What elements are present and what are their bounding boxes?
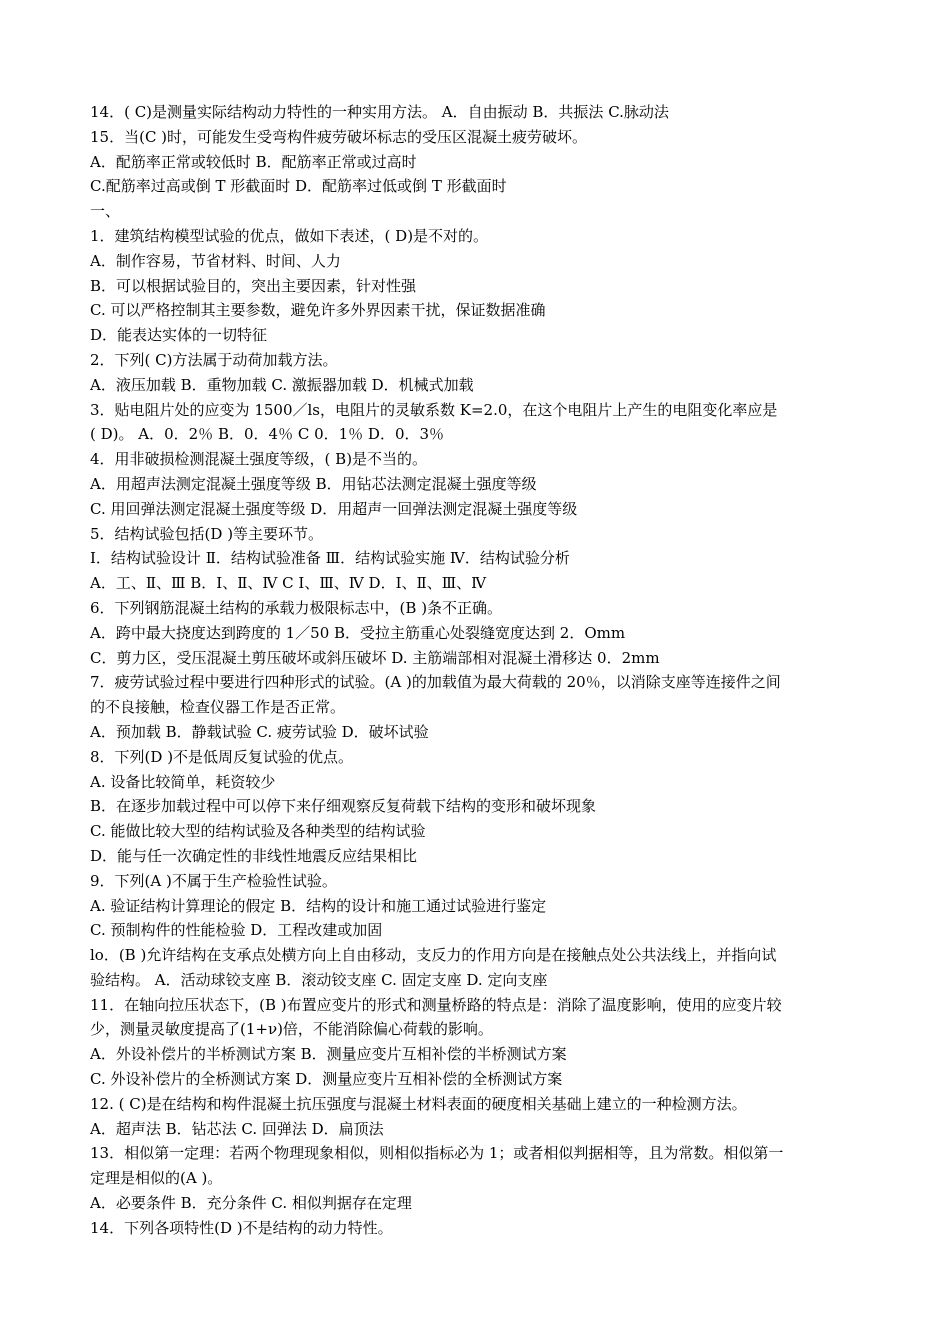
text-line: A. 设备比较简单，耗资较少 xyxy=(90,772,276,791)
text-line: 3．贴电阻片处的应变为 1500／ls，电阻片的灵敏系数 K=2.0，在这个电阻片上产生的电阻变化率应是 xyxy=(90,400,778,419)
text-line: lo．(B )允许结构在支承点处横方向上自由移动，支反力的作用方向是在接触点处公共法线上，并指向试 xyxy=(90,946,777,965)
text-line: D．能与任一次确定性的非线性地震反应结果相比 xyxy=(90,846,418,865)
text-line: B．在逐步加载过程中可以停下来仔细观察反复荷载下结构的变形和破坏现象 xyxy=(90,797,597,816)
text-line: A．液压加载 B．重物加载 C. 激振器加载 D．机械式加载 xyxy=(90,375,474,394)
text-line: C. 能做比较大型的结构试验及各种类型的结构试验 xyxy=(90,822,426,841)
text-line: 11．在轴向拉压状态下，(B )布置应变片的形式和测量桥路的特点是：消除了温度影响，使用的应变片较 xyxy=(90,995,782,1014)
text-line: C. 用回弹法测定混凝土强度等级 D．用超声一回弹法测定混凝土强度等级 xyxy=(90,499,578,518)
text-line: A．超声法 B．钻芯法 C. 回弹法 D．扁顶法 xyxy=(90,1119,384,1138)
text-line: ( D)。 A．0．2％ B．0．4％ C 0．1％ D．0．3％ xyxy=(90,425,445,444)
text-line: 6．下列钢筋混凝土结构的承载力极限标志中，(B )条不正确。 xyxy=(90,598,503,617)
text-line: C. 可以严格控制其主要参数，避免许多外界因素干扰，保证数据准确 xyxy=(90,301,546,320)
text-line: 2．下列( C)方法属于动荷加载方法。 xyxy=(90,350,338,369)
text-line: 验结构。 A．活动球铰支座 B．滚动铰支座 C. 固定支座 D. 定向支座 xyxy=(90,970,548,989)
text-line: A．跨中最大挠度达到跨度的 1／50 B．受拉主筋重心处裂缝宽度达到 2．Omm xyxy=(90,623,626,642)
text-line: 1．建筑结构模型试验的优点，做如下表述，( D)是不对的。 xyxy=(90,226,489,245)
text-line: A．预加载 B．静载试验 C. 疲劳试验 D．破坏试验 xyxy=(90,722,429,741)
text-line: 8．下列(D )不是低周反复试验的优点。 xyxy=(90,747,354,766)
text-line: 一、 xyxy=(90,202,121,221)
text-line: B．可以根据试验目的，突出主要因素，针对性强 xyxy=(90,276,417,295)
text-line: C. 外设补偿片的全桥测试方案 D．测量应变片互相补偿的全桥测试方案 xyxy=(90,1070,563,1089)
text-line: 定理是相似的(A )。 xyxy=(90,1169,223,1188)
text-line: C.配筋率过高或倒 T 形截面时 D．配筋率过低或倒 T 形截面时 xyxy=(90,177,507,196)
text-line: 5．结构试验包括(D )等主要环节。 xyxy=(90,524,324,543)
text-line: 15．当(C )时，可能发生受弯构件疲劳破坏标志的受压区混凝土疲劳破坏。 xyxy=(90,127,588,146)
text-line: C. 预制构件的性能检验 D．工程改建或加固 xyxy=(90,921,383,940)
text-line: 12. ( C)是在结构和构件混凝土抗压强度与混凝土材料表面的硬度相关基础上建立的一种检测方法。 xyxy=(90,1094,747,1113)
text-line: 少，测量灵敏度提高了(1+ν)倍，不能消除偏心荷载的影响。 xyxy=(90,1020,493,1039)
text-line: 14．( C)是测量实际结构动力特性的一种实用方法。 A．自由振动 B．共振法 C.脉动法 xyxy=(90,103,669,121)
text-line: 4．用非破损检测混凝土强度等级，( B)是不当的。 xyxy=(90,450,428,469)
text-line: 的不良接触，检查仪器工作是否正常。 xyxy=(90,698,346,717)
text-line: 7．疲劳试验过程中要进行四种形式的试验。(A )的加载值为最大荷载的 20％，以消除支座等连接件之间 xyxy=(90,673,781,692)
text-line: A．用超声法测定混凝土强度等级 B．用钻芯法测定混凝土强度等级 xyxy=(90,474,537,493)
text-line: A. 验证结构计算理论的假定 B．结构的设计和施工通过试验进行鉴定 xyxy=(90,896,547,915)
document-body xyxy=(90,100,862,1241)
text-line: A．制作容易，节省材料、时间、人力 xyxy=(90,251,341,270)
text-line: I．结构试验设计 Ⅱ．结构试验准备 Ⅲ．结构试验实施 Ⅳ．结构试验分析 xyxy=(90,549,570,568)
text-line: 13．相似第一定理：若两个物理现象相似，则相似指标必为 1；或者相似判据相等，且为常数。相似第一 xyxy=(90,1144,784,1163)
text-line: A．配筋率正常或较低时 B．配筋率正常或过高时 xyxy=(90,152,417,171)
text-line: A．外设补偿片的半桥测试方案 B．测量应变片互相补偿的半桥测试方案 xyxy=(90,1045,567,1064)
text-line: C．剪力区，受压混凝土剪压破坏或斜压破坏 D. 主筋端部相对混凝土滑移达 0．2mm xyxy=(90,648,660,667)
text-line: D．能表达实体的一切特征 xyxy=(90,326,268,345)
text-line: 14．下列各项特性(D )不是结构的动力特性。 xyxy=(90,1218,393,1237)
text-line: A．工、Ⅱ、Ⅲ B．I、Ⅱ、Ⅳ C I、Ⅲ、Ⅳ D．I、Ⅱ、Ⅲ、Ⅳ xyxy=(90,574,487,593)
text-line: 9．下列(A )不属于生产检验性试验。 xyxy=(90,871,337,890)
text-line: A．必要条件 B．充分条件 C. 相似判据存在定理 xyxy=(90,1194,412,1213)
